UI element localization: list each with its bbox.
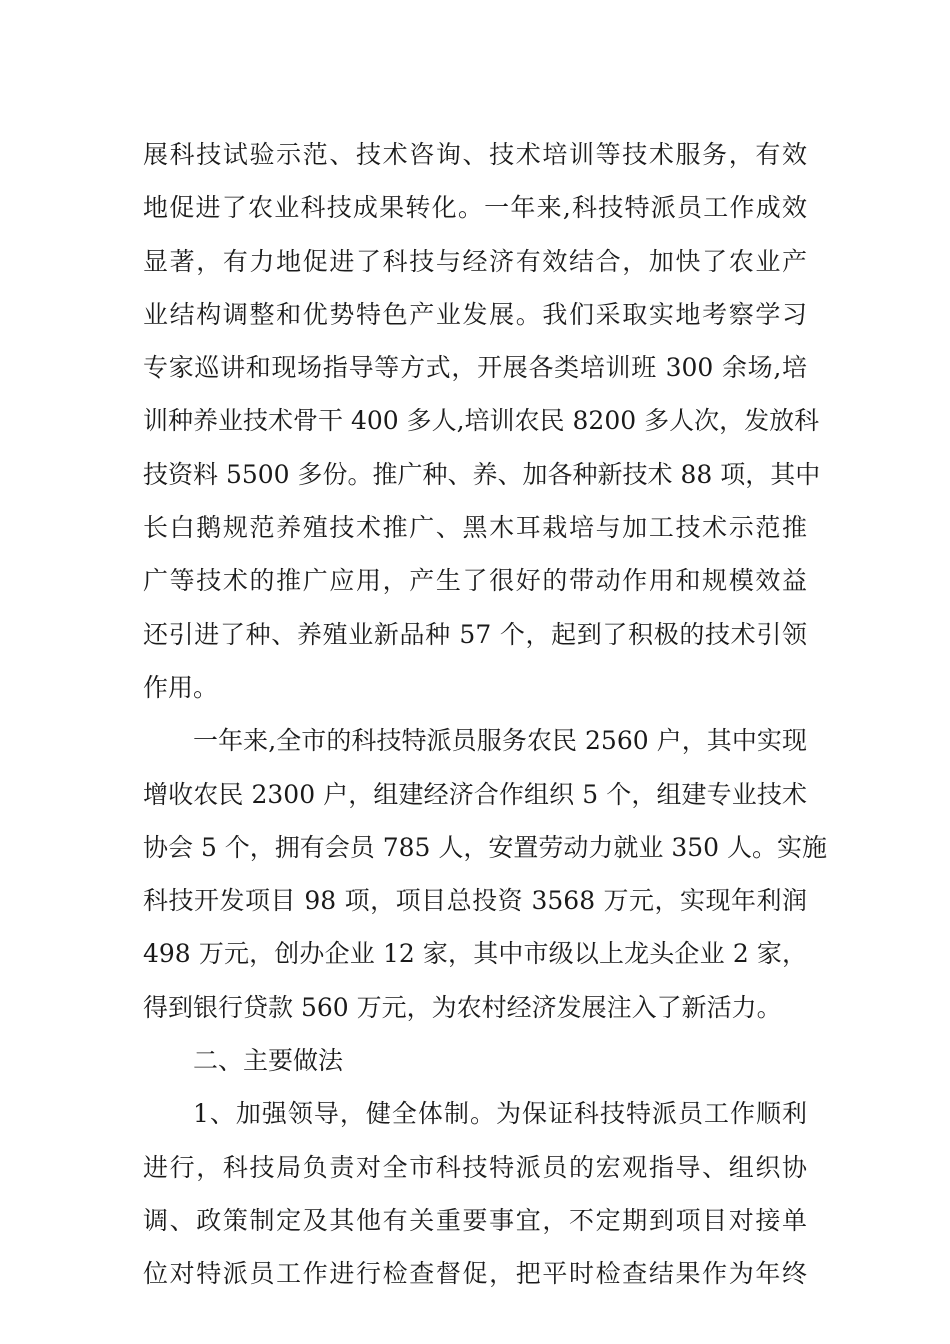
- text-line: 位对特派员工作进行检查督促，把平时检查结果作为年终: [143, 1259, 807, 1289]
- text-line: 科技开发项目 98 项，项目总投资 3568 万元，实现年利润: [143, 886, 807, 916]
- document-body: [143, 128, 828, 1301]
- text-line: 协会 5 个，拥有会员 785 人，安置劳动力就业 350 人。实施: [143, 832, 828, 862]
- text-line: 技资料 5500 多份。推广种、养、加各种新技术 88 项，其中: [143, 459, 821, 489]
- text-line: 调、政策制定及其他有关重要事宜，不定期到项目对接单: [143, 1205, 807, 1235]
- text-line: 进行，科技局负责对全市科技特派员的宏观指导、组织协: [143, 1152, 807, 1182]
- text-line: 长白鹅规范养殖技术推广、黑木耳栽培与加工技术示范推: [143, 513, 807, 543]
- section-heading: 二、主要做法: [193, 1046, 344, 1076]
- text-line: 还引进了种、养殖业新品种 57 个，起到了积极的技术引领: [143, 619, 807, 649]
- text-line: 增收农民 2300 户，组建经济合作组织 5 个，组建专业技术: [143, 779, 807, 809]
- text-line: 训种养业技术骨干 400 多人,培训农民 8200 多人次，发放科: [143, 406, 820, 436]
- text-line: 专家巡讲和现场指导等方式，开展各类培训班 300 余场,培: [143, 353, 807, 383]
- text-line: 业结构调整和优势特色产业发展。我们采取实地考察学习: [143, 299, 807, 329]
- text-line: 一年来,全市的科技特派员服务农民 2560 户，其中实现: [193, 726, 807, 756]
- text-line: 得到银行贷款 560 万元，为农村经济发展注入了新活力。: [143, 992, 782, 1022]
- text-line: 498 万元，创办企业 12 家，其中市级以上龙头企业 2 家，: [143, 939, 807, 969]
- text-line: 1、加强领导，健全体制。为保证科技特派员工作顺利: [193, 1099, 807, 1129]
- text-line: 地促进了农业科技成果转化。一年来,科技特派员工作成效: [143, 193, 807, 223]
- text-line: 显著，有力地促进了科技与经济有效结合，加快了农业产: [143, 246, 807, 276]
- text-line: 广等技术的推广应用，产生了很好的带动作用和规模效益: [143, 566, 807, 596]
- text-line: 展科技试验示范、技术咨询、技术培训等技术服务，有效: [143, 140, 807, 169]
- text-line: 作用。: [143, 672, 219, 702]
